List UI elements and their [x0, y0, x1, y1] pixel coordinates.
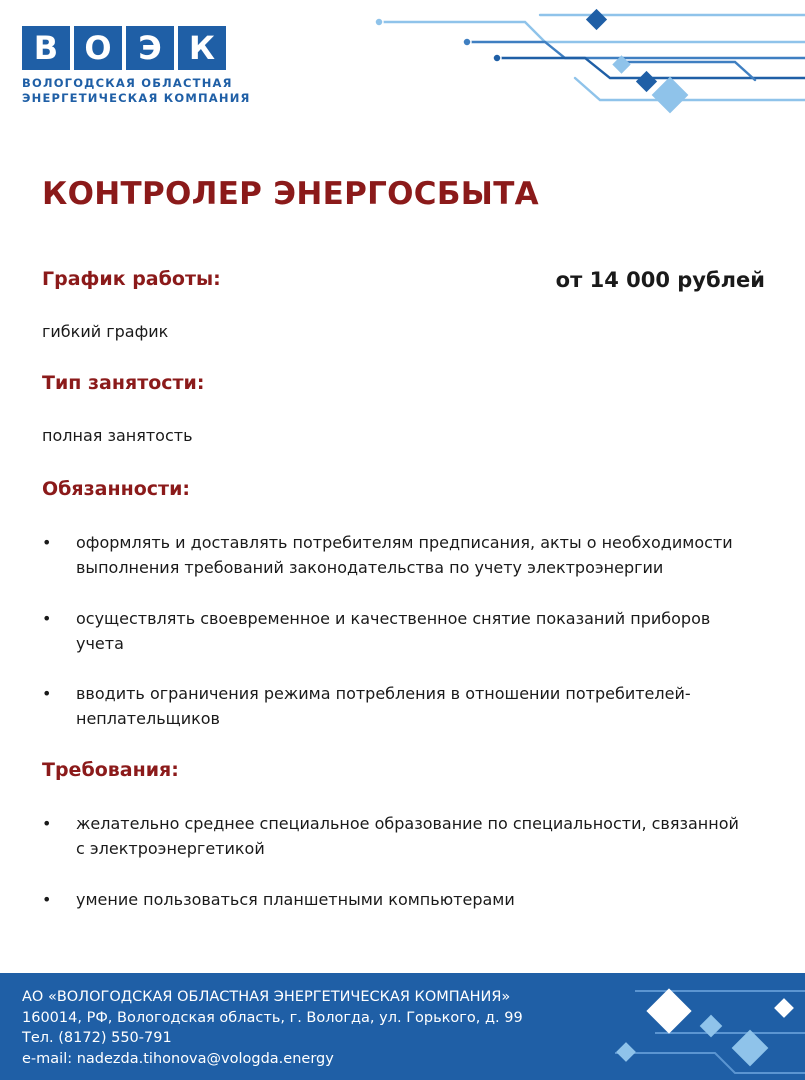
company-name: АО «ВОЛОГОДСКАЯ ОБЛАСТНАЯ ЭНЕРГЕТИЧЕСКАЯ КОМПАНИЯ»	[22, 989, 511, 1005]
footer	[0, 973, 805, 1080]
phone: Тел. (8172) 550-791	[22, 1030, 172, 1046]
contact-block	[22, 987, 523, 1069]
bullet-icon: •	[42, 609, 52, 628]
employment-heading: Тип занятости:	[42, 372, 205, 394]
list-item	[42, 606, 772, 656]
logo-mark	[22, 26, 251, 70]
employment-value: полная занятость	[42, 426, 193, 445]
logo-letter: К	[178, 26, 226, 70]
logo-letter: В	[22, 26, 70, 70]
bullet-icon: •	[42, 814, 52, 833]
address: 160014, РФ, Вологодская область, г. Вологда, ул. Горького, д. 99	[22, 1009, 523, 1026]
list-item-line: учета	[76, 634, 124, 653]
list-item-line: желательно среднее специальное образование по специальности, связанной	[76, 814, 739, 833]
email: e-mail: nadezda.tihonova@vologda.energy	[22, 1050, 334, 1067]
job-title: КОНТРОЛЕР ЭНЕРГОСБЫТА	[42, 176, 539, 212]
list-item-line: оформлять и доставлять потребителям предписания, акты о необходимости	[76, 533, 733, 552]
diamond-decoration-icon	[595, 973, 805, 1080]
logo-subtitle	[22, 76, 251, 106]
bullet-icon: •	[42, 533, 52, 552]
company-logo	[22, 26, 251, 106]
list-item	[42, 530, 772, 580]
list-item	[42, 681, 772, 731]
logo-subtitle-line: ЭНЕРГЕТИЧЕСКАЯ КОМПАНИЯ	[22, 91, 251, 105]
salary: от 14 000 рублей	[555, 268, 765, 292]
bullet-icon: •	[42, 684, 52, 703]
list-item-line: неплательщиков	[76, 709, 220, 728]
logo-subtitle-line: ВОЛОГОДСКАЯ ОБЛАСТНАЯ	[22, 76, 233, 90]
bullet-icon: •	[42, 890, 52, 909]
requirements-heading: Требования:	[42, 759, 179, 781]
list-item-line: осуществлять своевременное и качественное снятие показаний приборов	[76, 609, 711, 628]
logo-letter: О	[74, 26, 122, 70]
circuit-decoration-icon	[375, 0, 805, 130]
list-item-line: с электроэнергетикой	[76, 839, 265, 858]
list-item	[42, 887, 772, 912]
schedule-heading: График работы:	[42, 268, 221, 290]
logo-letter: Э	[126, 26, 174, 70]
list-item-line: выполнения требований законодательства по учету электроэнергии	[76, 558, 664, 577]
schedule-value: гибкий график	[42, 322, 169, 341]
list-item	[42, 811, 772, 861]
duties-heading: Обязанности:	[42, 478, 190, 500]
list-item-line: вводить ограничения режима потребления в отношении потребителей-	[76, 684, 691, 703]
list-item-line: умение пользоваться планшетными компьютерами	[76, 890, 515, 909]
